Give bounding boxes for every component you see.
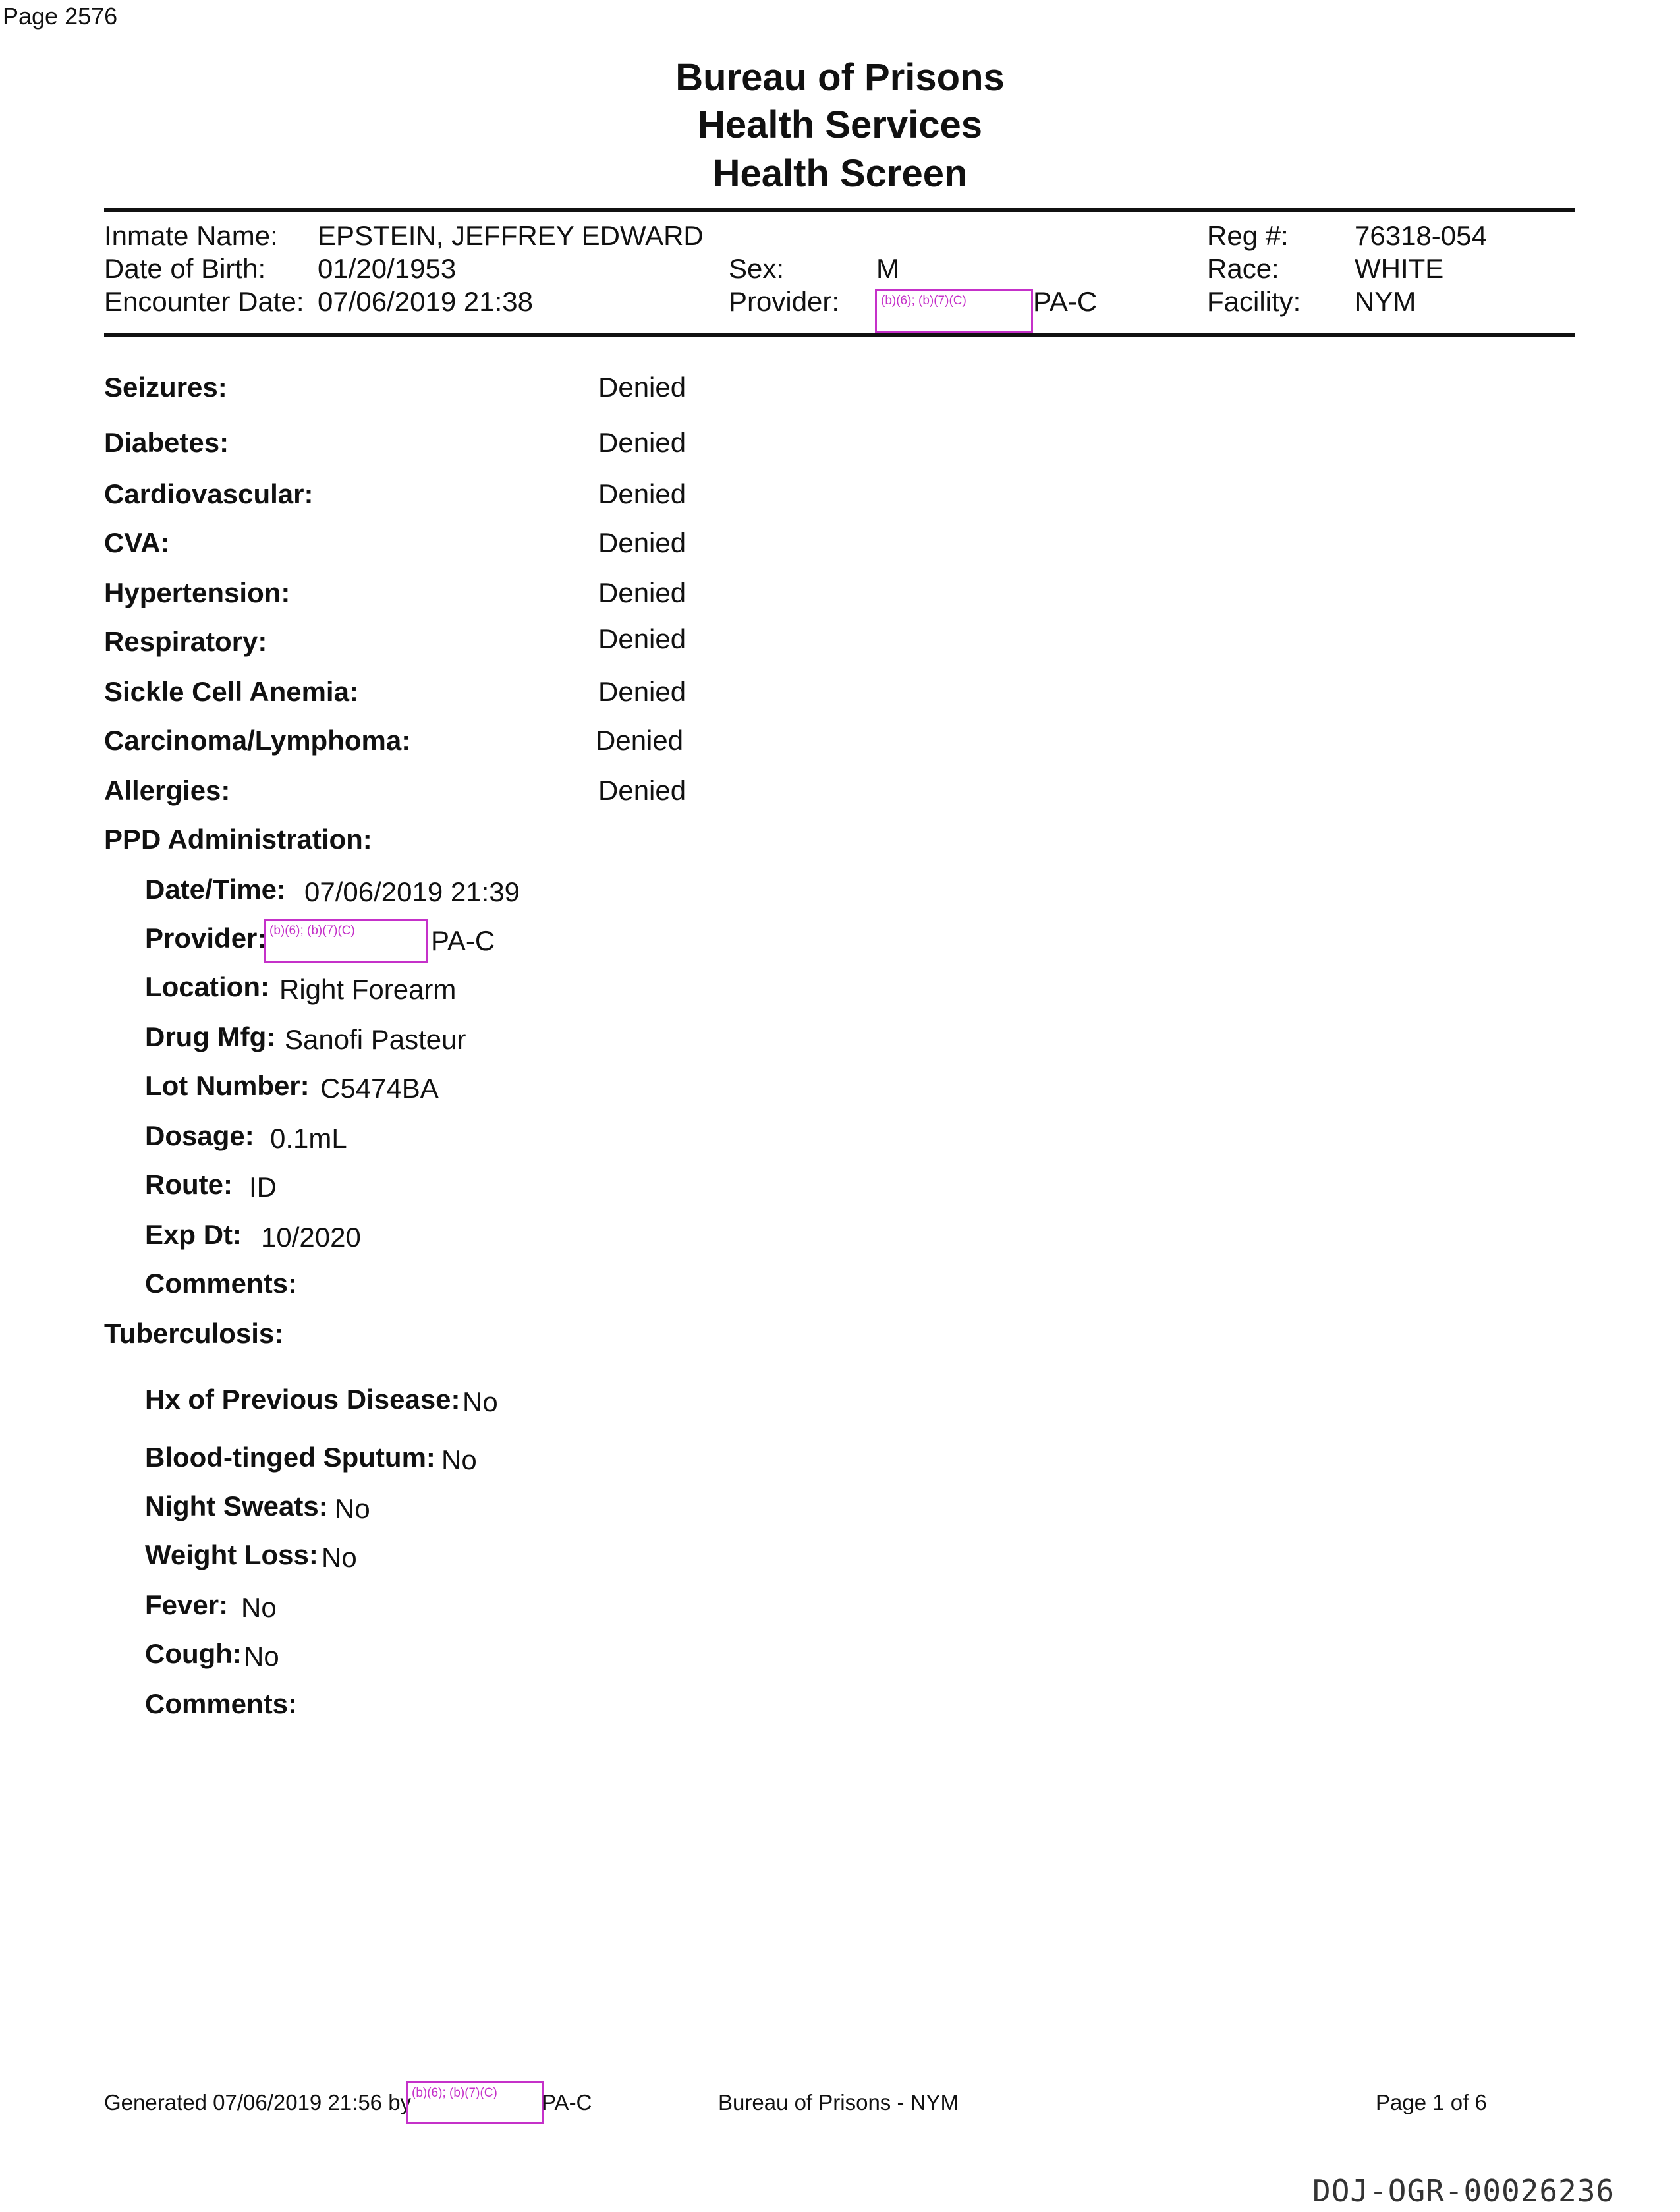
- tb-comments-label: Comments:: [145, 1688, 298, 1719]
- condition-label: Carcinoma/Lymphoma:: [104, 725, 411, 756]
- inmate-name-label: Inmate Name:: [104, 220, 278, 251]
- ppd-exp-label: Exp Dt:: [145, 1219, 242, 1250]
- ppd-dosage-value: 0.1mL: [270, 1123, 347, 1154]
- condition-value: Denied: [598, 577, 686, 608]
- condition-label: Diabetes:: [104, 427, 229, 458]
- dob-value: 01/20/1953: [318, 253, 457, 284]
- title-agency: Bureau of Prisons: [675, 56, 1005, 99]
- tb-sweats-value: No: [335, 1493, 370, 1524]
- condition-value: Denied: [596, 725, 684, 756]
- tb-sweats-label: Night Sweats:: [145, 1490, 328, 1521]
- condition-value: Denied: [598, 372, 686, 403]
- condition-value: Denied: [598, 623, 686, 654]
- tb-cough-label: Cough:: [145, 1638, 242, 1669]
- race-value: WHITE: [1355, 253, 1444, 284]
- tb-cough-value: No: [244, 1641, 279, 1672]
- title-department: Health Services: [697, 103, 983, 146]
- condition-label: Hypertension:: [104, 577, 291, 608]
- sex-value: M: [876, 253, 899, 284]
- tb-sputum-value: No: [441, 1444, 477, 1475]
- tb-hx-label: Hx of Previous Disease:: [145, 1384, 461, 1415]
- condition-value: Denied: [598, 478, 686, 509]
- reg-label: Reg #:: [1207, 220, 1289, 251]
- race-label: Race:: [1207, 253, 1279, 284]
- footer-page-count: Page 1 of 6: [1376, 2090, 1487, 2114]
- dob-label: Date of Birth:: [104, 253, 266, 284]
- condition-label: Cardiovascular:: [104, 478, 314, 509]
- encounter-date-label: Encounter Date:: [104, 286, 304, 317]
- tb-hx-value: No: [462, 1386, 498, 1417]
- ppd-location-label: Location:: [145, 971, 269, 1002]
- ppd-exp-value: 10/2020: [261, 1222, 361, 1253]
- tb-fever-value: No: [241, 1592, 277, 1623]
- provider-label: Provider:: [729, 286, 840, 317]
- tb-sputum-label: Blood-tinged Sputum:: [145, 1442, 435, 1473]
- reg-value: 76318-054: [1355, 220, 1487, 251]
- tb-weight-value: No: [322, 1542, 357, 1573]
- ppd-lot-value: C5474BA: [320, 1073, 439, 1104]
- condition-label: Seizures:: [104, 372, 227, 403]
- inmate-name: EPSTEIN, JEFFREY EDWARD: [318, 220, 704, 251]
- header-bottom-rule: [104, 333, 1575, 337]
- ppd-drug-label: Drug Mfg:: [145, 1021, 276, 1052]
- condition-value: Denied: [598, 676, 686, 707]
- page-marker: Page 2576: [3, 3, 118, 30]
- bates-number: DOJ-OGR-00026236: [1312, 2173, 1615, 2209]
- ppd-dosage-label: Dosage:: [145, 1120, 254, 1151]
- tb-fever-label: Fever:: [145, 1589, 229, 1620]
- tb-heading: Tuberculosis:: [104, 1318, 284, 1349]
- condition-label: Respiratory:: [104, 626, 267, 657]
- tb-weight-label: Weight Loss:: [145, 1539, 318, 1570]
- ppd-route-label: Route:: [145, 1169, 233, 1200]
- ppd-datetime-label: Date/Time:: [145, 874, 286, 905]
- header-top-rule: [104, 208, 1575, 212]
- sex-label: Sex:: [729, 253, 785, 284]
- condition-value: Denied: [598, 527, 686, 558]
- title-document: Health Screen: [712, 152, 968, 195]
- ppd-location-value: Right Forearm: [279, 974, 457, 1005]
- ppd-lot-label: Lot Number:: [145, 1070, 310, 1101]
- facility-label: Facility:: [1207, 286, 1301, 317]
- ppd-drug-value: Sanofi Pasteur: [285, 1024, 466, 1055]
- footer-redaction: (b)(6); (b)(7)(C): [406, 2081, 544, 2124]
- ppd-provider-suffix: PA-C: [431, 925, 495, 956]
- ppd-route-value: ID: [249, 1172, 277, 1203]
- condition-value: Denied: [598, 427, 686, 458]
- ppd-comments-label: Comments:: [145, 1268, 298, 1299]
- condition-label: Allergies:: [104, 775, 231, 806]
- footer-suffix: PA-C: [542, 2090, 592, 2114]
- ppd-provider-redaction: (b)(6); (b)(7)(C): [264, 919, 428, 963]
- provider-redaction: (b)(6); (b)(7)(C): [875, 289, 1033, 333]
- condition-label: Sickle Cell Anemia:: [104, 676, 358, 707]
- encounter-date-value: 07/06/2019 21:38: [318, 286, 533, 317]
- condition-label: CVA:: [104, 527, 170, 558]
- ppd-datetime-value: 07/06/2019 21:39: [304, 876, 520, 907]
- footer-generated: Generated 07/06/2019 21:56 by: [104, 2090, 412, 2114]
- ppd-heading: PPD Administration:: [104, 824, 372, 855]
- facility-value: NYM: [1355, 286, 1416, 317]
- footer-org: Bureau of Prisons - NYM: [718, 2090, 959, 2114]
- condition-value: Denied: [598, 775, 686, 806]
- ppd-provider-label: Provider:: [145, 922, 267, 953]
- provider-suffix: PA-C: [1033, 286, 1098, 317]
